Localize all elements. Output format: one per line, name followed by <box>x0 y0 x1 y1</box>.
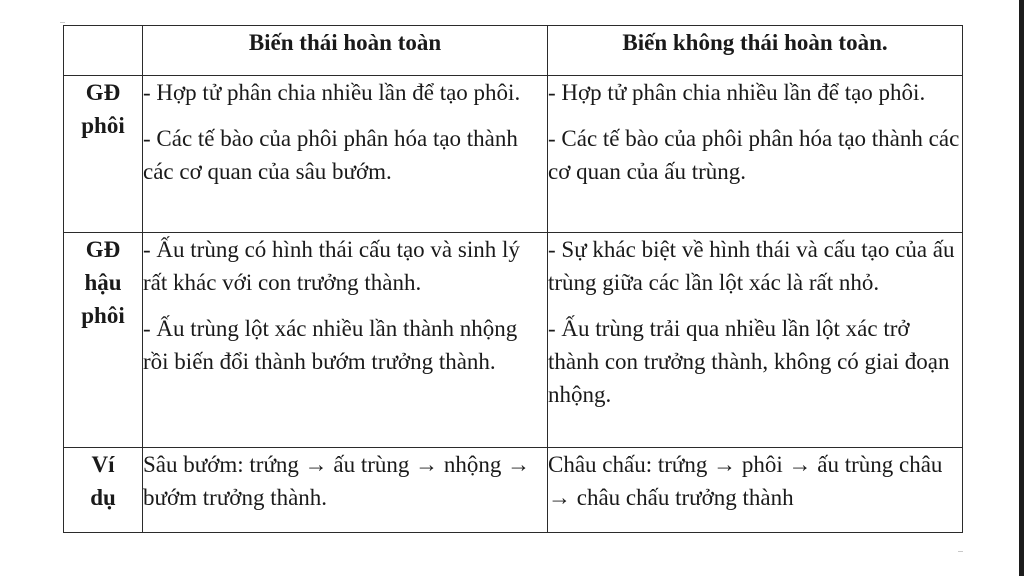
cell-complete-post-embryonic <box>143 233 548 448</box>
cell-paragraph: - Các tế bào của phôi phân hóa tạo thành các cơ quan của sâu bướm. <box>143 126 518 184</box>
cell-complete-embryonic <box>143 76 548 233</box>
row-label-line: Ví <box>91 452 115 477</box>
cell-paragraph: - Hợp tử phân chia nhiều lần để tạo phôi. <box>548 80 926 105</box>
cell-paragraph: - Sự khác biệt về hình thái và cấu tạo của ấu trùng giữa các lần lột xác là rất nhỏ. <box>548 237 955 295</box>
header-row <box>64 26 963 76</box>
header-complete-metamorphosis: Biến thái hoàn toàn <box>143 26 548 76</box>
cell-paragraph: - Ấu trùng lột xác nhiều lần thành nhộng rồi biến đổi thành bướm trưởng thành. <box>143 316 518 374</box>
corner-mark <box>60 22 65 23</box>
row-label-line: hậu <box>84 270 122 295</box>
row-label-line: phôi <box>81 303 125 328</box>
header-incomplete-metamorphosis: Biến không thái hoàn toàn. <box>548 26 963 76</box>
cell-paragraph: - Các tế bào của phôi phân hóa tạo thành các cơ quan của ấu trùng. <box>548 126 960 184</box>
cell-paragraph: - Ấu trùng trải qua nhiều lần lột xác trở thành con trưởng thành, không có giai đoạn nhộng. <box>548 316 950 407</box>
cell-incomplete-embryonic <box>548 76 963 233</box>
table-row-embryonic <box>64 76 963 233</box>
row-label-post-embryonic <box>64 233 143 448</box>
cell-paragraph: Châu chấu: trứng → phôi → ấu trùng châu → châu chấu trưởng thành <box>548 452 943 510</box>
row-label-example <box>64 448 143 533</box>
row-label-line: GĐ <box>85 237 121 262</box>
cell-paragraph: Sâu bướm: trứng → ấu trùng → nhộng → bướm trưởng thành. <box>143 452 531 510</box>
window-edge <box>1019 0 1024 576</box>
header-empty-cell <box>64 26 143 76</box>
table-row-example <box>64 448 963 533</box>
row-label-line: phôi <box>81 113 125 138</box>
row-label-line: GĐ <box>85 80 121 105</box>
cell-incomplete-example <box>548 448 963 533</box>
cell-paragraph: - Hợp tử phân chia nhiều lần để tạo phôi. <box>143 80 521 105</box>
cell-paragraph: - Ấu trùng có hình thái cấu tạo và sinh lý rất khác với con trưởng thành. <box>143 237 520 295</box>
row-label-line: dụ <box>90 485 116 510</box>
corner-mark <box>958 551 963 552</box>
table-row-post-embryonic <box>64 233 963 448</box>
row-label-embryonic <box>64 76 143 233</box>
cell-incomplete-post-embryonic <box>548 233 963 448</box>
comparison-table <box>63 25 963 533</box>
cell-complete-example <box>143 448 548 533</box>
